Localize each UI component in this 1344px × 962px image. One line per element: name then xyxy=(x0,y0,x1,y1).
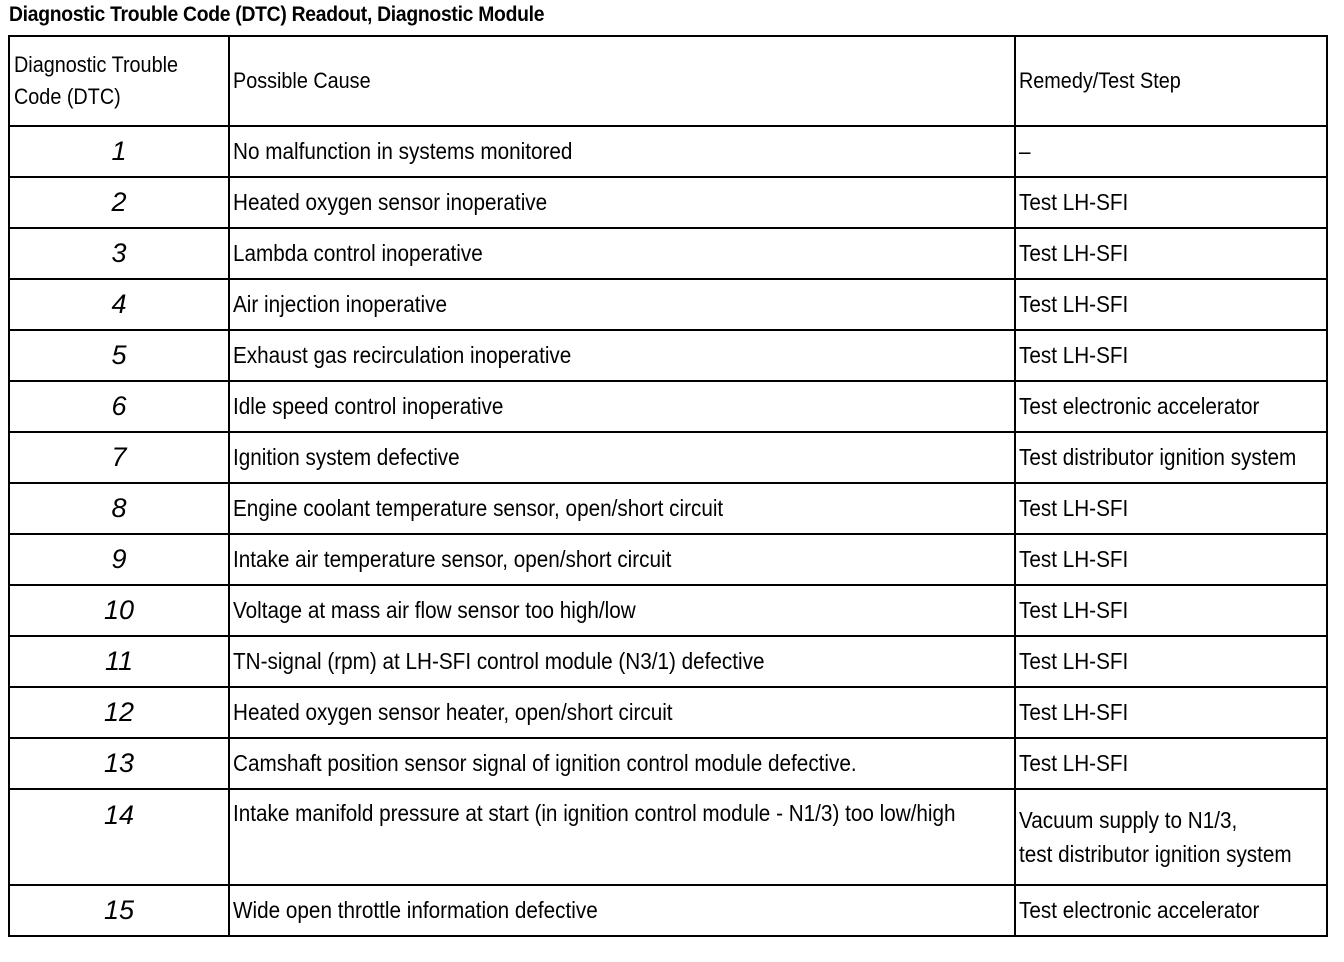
table-row xyxy=(9,330,1327,381)
possible-cause: Ignition system defective xyxy=(229,432,1015,483)
dtc-table xyxy=(8,35,1328,937)
header-cause: Possible Cause xyxy=(229,36,1015,126)
table-row xyxy=(9,177,1327,228)
remedy: Test electronic accelerator xyxy=(1015,381,1327,432)
table-row xyxy=(9,483,1327,534)
remedy: Test LH-SFI xyxy=(1015,534,1327,585)
table-row xyxy=(9,534,1327,585)
dtc-code: 13 xyxy=(9,738,229,789)
remedy: Test LH-SFI xyxy=(1015,483,1327,534)
dtc-code: 8 xyxy=(9,483,229,534)
possible-cause: Wide open throttle information defective xyxy=(229,885,1015,936)
dtc-code: 4 xyxy=(9,279,229,330)
possible-cause: TN-signal (rpm) at LH-SFI control module (N3/1) defective xyxy=(229,636,1015,687)
remedy: Test LH-SFI xyxy=(1015,228,1327,279)
dtc-code: 2 xyxy=(9,177,229,228)
dtc-code: 10 xyxy=(9,585,229,636)
table-row xyxy=(9,126,1327,177)
possible-cause: Exhaust gas recirculation inoperative xyxy=(229,330,1015,381)
remedy: Test LH-SFI xyxy=(1015,330,1327,381)
header-remedy: Remedy/Test Step xyxy=(1015,36,1327,126)
header-code: Diagnostic Trouble Code (DTC) xyxy=(9,36,229,126)
table-row xyxy=(9,885,1327,936)
table-row xyxy=(9,636,1327,687)
table-row xyxy=(9,279,1327,330)
table-header-row xyxy=(9,36,1327,126)
remedy: Vacuum supply to N1/3, test distributor ignition system xyxy=(1015,789,1327,885)
remedy: Test distributor ignition system xyxy=(1015,432,1327,483)
possible-cause: Camshaft position sensor signal of ignition control module defective. xyxy=(229,738,1015,789)
remedy: Test LH-SFI xyxy=(1015,636,1327,687)
table-row xyxy=(9,228,1327,279)
table-row xyxy=(9,738,1327,789)
dtc-code: 9 xyxy=(9,534,229,585)
remedy: – xyxy=(1015,126,1327,177)
remedy: Test electronic accelerator xyxy=(1015,885,1327,936)
possible-cause: No malfunction in systems monitored xyxy=(229,126,1015,177)
dtc-code: 6 xyxy=(9,381,229,432)
possible-cause: Intake manifold pressure at start (in ignition control module - N1/3) too low/high xyxy=(229,789,1015,885)
possible-cause: Intake air temperature sensor, open/short circuit xyxy=(229,534,1015,585)
remedy: Test LH-SFI xyxy=(1015,738,1327,789)
page-title: Diagnostic Trouble Code (DTC) Readout, Diagnostic Module xyxy=(9,3,545,26)
remedy: Test LH-SFI xyxy=(1015,687,1327,738)
possible-cause: Idle speed control inoperative xyxy=(229,381,1015,432)
possible-cause: Air injection inoperative xyxy=(229,279,1015,330)
dtc-code: 1 xyxy=(9,126,229,177)
dtc-code: 14 xyxy=(9,789,229,885)
dtc-code: 7 xyxy=(9,432,229,483)
possible-cause: Engine coolant temperature sensor, open/short circuit xyxy=(229,483,1015,534)
table-row xyxy=(9,789,1327,885)
dtc-code: 12 xyxy=(9,687,229,738)
dtc-code: 3 xyxy=(9,228,229,279)
dtc-code: 11 xyxy=(9,636,229,687)
dtc-code: 5 xyxy=(9,330,229,381)
table-row xyxy=(9,585,1327,636)
remedy: Test LH-SFI xyxy=(1015,279,1327,330)
table-row xyxy=(9,687,1327,738)
possible-cause: Heated oxygen sensor inoperative xyxy=(229,177,1015,228)
table-row xyxy=(9,381,1327,432)
possible-cause: Voltage at mass air flow sensor too high/low xyxy=(229,585,1015,636)
possible-cause: Heated oxygen sensor heater, open/short circuit xyxy=(229,687,1015,738)
remedy: Test LH-SFI xyxy=(1015,177,1327,228)
table-row xyxy=(9,432,1327,483)
remedy: Test LH-SFI xyxy=(1015,585,1327,636)
dtc-code: 15 xyxy=(9,885,229,936)
possible-cause: Lambda control inoperative xyxy=(229,228,1015,279)
